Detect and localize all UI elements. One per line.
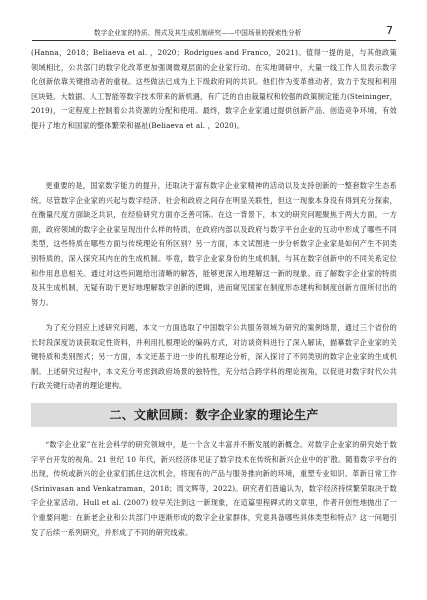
page-number: 7 [386, 24, 393, 37]
paragraph-literature [31, 438, 397, 540]
paragraph-text: (Hanna，2018；Beliaeva et al. ，2020；Rodrigues and Franco，2021)。值得一提的是，与其他政策领域相比，公共部门的数字化改革更加强调微观层面的企业家行动。在实地调研中，大量一线工作人员表示数字化创新依靠关键推动者的重视。这些做法已成为上下级政府间的共识。他们作为变革推动者，致力于发现和利用区块链、大数据、人工智能等数字技术带来的新机遇，有广泛的自由裁量权和较强的政策制定能力(Steininger，2019)，一定程度上控制着公共资源的分配和使用。最终，数字企业家通过提供创新产品、创造竞争环境，有效提升了地方和国家的整体繁荣和福祉(Beliaeva et al. ，2020)。 [31, 48, 397, 130]
paragraph-research-questions [31, 179, 397, 310]
running-title: 数字企业家的特质、图式及其生成机制研究——中国场景的探索性分析 [94, 29, 302, 37]
paragraph-methodology [31, 321, 397, 394]
paragraph-text: 为了充分回应上述研究问题，本文一方面选取了中国数字公共服务领域为研究的案例场景，通过三个省份的长时段深度访谈获取定性资料，并利用扎根理论的编码方式，对访谈资料进行了深入解读，描摹数字企业家的关键特质和类别图式；另一方面，本文还基于进一步的扎根理论分析，深入探讨了不同类别的数字企业家的生成机制。上述研究过程中，本文充分考虑到政府场景的独特性，充分结合跨学科的理论视角，以促进对数字时代公共行政关键行动者的理论建构。 [31, 323, 397, 391]
paragraph-text: 更重要的是，国家数字能力的提升，还取决于富有数字企业家精神的活动以及支持创新的一整套数字生态系统。尽管数字企业家的兴起与数字经济、社会和政府之间存在明显关联性，但这一现象本身没有得到充分探索，在衡量尺度方面缺乏共识，在经验研究方面亦乏善可陈。在这一背景下，本文的研究问题聚焦于两大方面，一方面，政府领域的数字企业家呈现出什么样的特质，在政府内部以及政府与数字平台企业的互动中形成了哪些不同类型，这些特质在哪些方面与传统理论有所区别？另一方面，本文试图进一步分析数字企业家是如何产生不同类别特质的，深入探究其内在的生成机制。毕竟，数字企业家身份的生成机制，与其在数字创新中的不同关系定位和作用息息相关。通过对这些问题给出清晰的解答，能够更深入地理解这一新的现象。而了解数字企业家的特质及其生成机制，无疑有助于更好地理解数字创新的逻辑，进而窥见国家在制度形态建构和制度创新方面所付出的努力。 [31, 181, 397, 307]
section-heading-banner [31, 403, 397, 427]
paragraph-continued [31, 46, 397, 134]
paragraph-text: “数字企业家”在社会科学的研究领域中，是一个含义丰富并不断发展的新概念。对数字企业家的研究始于数字平台开发的视角。21 世纪 10 年代，新兴经济体见证了数字技术在传统和新兴企业中的扩散。随着数字平台的出现，传统或新兴的企业家们抓住这次机会，将现有的产品与服务推向新的环境，重塑专业知识、革新日常工作(Srinivasan and Venkatraman，2018；周文辉等，2022)。研究者们普遍认为，数字经济持续繁荣取决于数字企业家活动。Hull et al. (2007) 较早关注到这一新现象，在這篇里程碑式的文章里，作者开创性地抛出了一个重要问题：在新老企业和公共部门中逐渐形成的数字企业家群体，究竟具备哪些具体类型和特点？这一问题引发了后续一系列研究，并形成了不同的研究线索。 [31, 440, 397, 537]
section-heading: 二、文献回顾：数字企业家的理论生产 [109, 408, 319, 422]
running-header [32, 24, 396, 41]
